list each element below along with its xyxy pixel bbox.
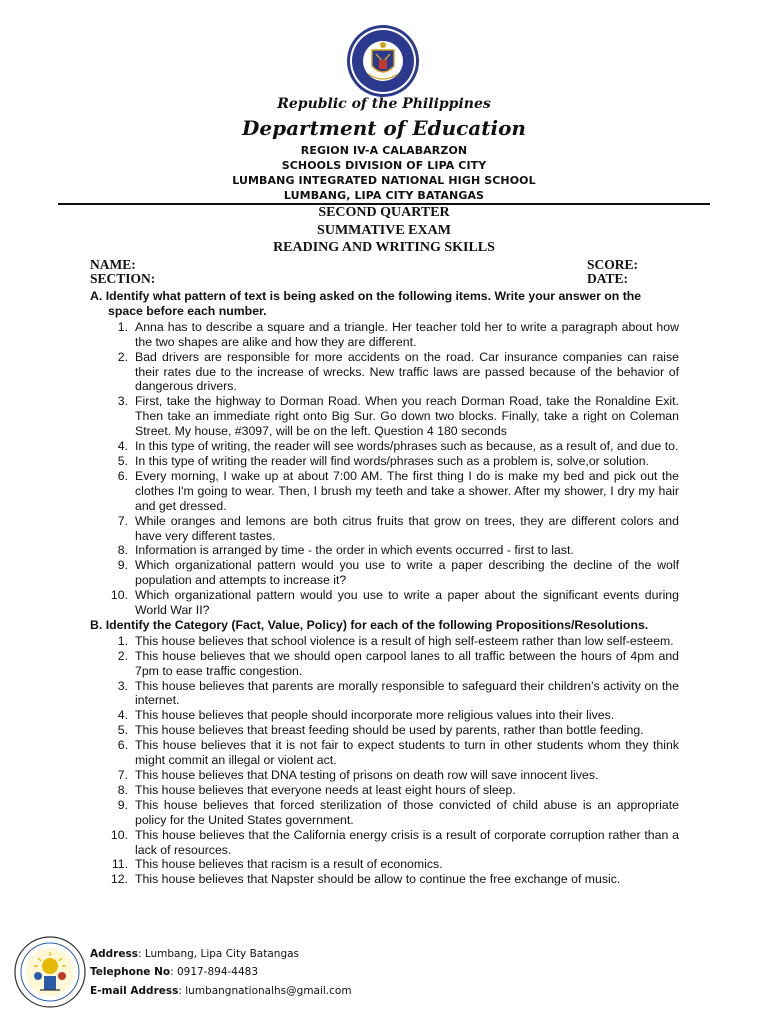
part_a-item: [90, 514, 679, 544]
part_b-item: [90, 723, 679, 738]
part_b-item: [90, 872, 679, 887]
item-number: 7.: [117, 513, 128, 528]
item-text: Bad drivers are responsible for more accidents on the road. Car insurance companies can raise their rates due to the increase of wrecks. New traffic laws are passed because of the behavior of dangerous drivers.: [135, 349, 679, 394]
part_a-item: [90, 558, 679, 588]
part_b-item: [90, 857, 679, 872]
exam-type-title: SUMMATIVE EXAM: [317, 223, 451, 238]
footer-email: [90, 985, 352, 997]
address-value: : Lumbang, Lipa City Batangas: [137, 948, 300, 960]
part_b-item: [90, 828, 679, 858]
school-logo-icon: [14, 936, 86, 1008]
item-text: This house believes that Napster should be allow to continue the free exchange of music.: [135, 872, 621, 887]
part_a-item: [90, 543, 679, 558]
division-label: SCHOOLS DIVISION OF LIPA CITY: [281, 159, 487, 172]
deped-seal-icon: [346, 24, 420, 98]
item-number: 10.: [110, 827, 128, 842]
item-text: This house believes that it is not fair to expect students to turn in other students whom they think might commit an illegal or violent act.: [135, 738, 679, 768]
item-number: 8.: [117, 782, 128, 797]
item-number: 4.: [117, 439, 128, 454]
item-number: 3.: [117, 394, 128, 409]
item-text: Which organizational pattern would you use to write a paper about the significant events during World War II?: [135, 588, 679, 618]
item-text: First, take the highway to Dorman Road. When you reach Dorman Road, take the Ronaldine Exit. Then take an immediate right onto Big Sur. Go down two blocks. Finally, take a right on Coleman Street. My house, #3097, will be on the left. Question 4 180 seconds: [135, 394, 679, 439]
part_b-item: [90, 798, 679, 828]
item-number: 2.: [117, 648, 128, 663]
name-field-label: NAME:: [90, 257, 136, 272]
item-text: This house believes that DNA testing of prisons on death row will save innocent lives.: [135, 768, 599, 782]
item-number: 12.: [110, 872, 128, 887]
item-number: 1.: [117, 319, 128, 334]
part_a-item: [90, 394, 679, 439]
date-field-label: DATE:: [587, 271, 629, 286]
item-text: This house believes that we should open carpool lanes to all traffic between the hours of 4pm and 7pm to ease traffic congestion.: [135, 648, 679, 678]
footer-telephone: [90, 966, 258, 978]
part_a-item: [90, 469, 679, 514]
part_b-item: [90, 634, 679, 649]
part_a-item: [90, 454, 679, 469]
department-heading: Department of Education: [242, 116, 526, 140]
item-number: 4.: [117, 708, 128, 723]
item-text: In this type of writing, the reader will see words/phrases such as because, as a result of, and due to.: [135, 439, 679, 454]
email-label: E-mail Address: [90, 985, 179, 997]
school-location: LUMBANG, LIPA CITY BATANGAS: [283, 189, 485, 202]
item-text: This house believes that people should incorporate more religious values into their lives.: [135, 708, 615, 723]
item-text: This house believes that breast feeding should be used by parents, rather than bottle feeding.: [135, 723, 644, 738]
part_b-item: [90, 679, 679, 709]
part_a-item: [90, 588, 679, 618]
item-number: 10.: [110, 588, 128, 603]
republic-heading: Republic of the Philippines: [277, 96, 491, 112]
item-number: 3.: [117, 678, 128, 693]
score-field-label: SCORE:: [587, 257, 639, 272]
part_b-item: [90, 649, 679, 679]
part_b-item: [90, 783, 679, 798]
part_b-item: [90, 738, 679, 768]
address-label: Address: [90, 948, 138, 960]
item-text: Information is arranged by time - the order in which events occurred - first to last.: [135, 543, 574, 558]
item-text: This house believes that school violence is a result of high self-esteem rather than low self-esteem.: [135, 633, 674, 648]
item-text: This house believes that everyone needs at least eight hours of sleep.: [135, 782, 516, 797]
item-text: Which organizational pattern would you use to write a paper describing the decline of the wolf population and attempts to increase it?: [135, 558, 679, 588]
item-number: 7.: [117, 768, 128, 782]
item-text: While oranges and lemons are both citrus fruits that grow on trees, they are different colors and have very different tastes.: [135, 513, 679, 543]
item-text: Anna has to describe a square and a triangle. Her teacher told her to write a paragraph about how the two shapes are alike and how they are different.: [135, 319, 679, 349]
item-number: 5.: [117, 453, 128, 468]
item-number: 1.: [117, 633, 128, 648]
item-number: 5.: [117, 723, 128, 738]
item-text: In this type of writing the reader will find words/phrases such as a problem is, solve,or solution.: [135, 453, 649, 468]
item-number: 11.: [111, 857, 128, 872]
part_a-item: [90, 320, 679, 350]
item-text: This house believes that forced sterilization of those convicted of child abuse is an appropriate policy for the United States government.: [135, 797, 679, 827]
quarter-title: SECOND QUARTER: [318, 205, 450, 220]
region-label: REGION IV-A CALABARZON: [300, 144, 468, 157]
item-number: 2.: [117, 349, 128, 364]
part-b-list: [90, 634, 679, 887]
part_a-item: [90, 439, 679, 454]
item-text: This house believes that the California energy crisis is a result of corporate corruption rather than a lack of resources.: [135, 827, 679, 857]
part-a-instruction: A. Identify what pattern of text is being asked on the following items. Write your answer on the space before each number.: [90, 289, 642, 318]
item-text: Every morning, I wake up at about 7:00 AM. The first thing I do is make my bed and pick out the clothes I'm going to wear. Then, I brush my teeth and take a shower. After my shower, I dry my hair and get dressed.: [135, 468, 679, 513]
footer-address: [90, 948, 299, 960]
part_b-item: [90, 768, 679, 783]
item-number: 9.: [117, 558, 128, 573]
item-number: 6.: [117, 738, 128, 753]
exam-body: [90, 289, 679, 887]
telephone-value: : 0917-894-4483: [170, 966, 259, 978]
item-text: This house believes that parents are morally responsible to safeguard their children's activity on the internet.: [135, 678, 679, 708]
part-a-list: [90, 320, 679, 618]
item-text: This house believes that racism is a result of economics.: [135, 857, 443, 872]
part-b-instruction: B. Identify the Category (Fact, Value, Policy) for each of the following Propositions/Resolutions.: [90, 617, 649, 632]
item-number: 9.: [117, 797, 128, 812]
subject-title: READING AND WRITING SKILLS: [273, 240, 495, 255]
item-number: 6.: [117, 468, 128, 483]
email-value: : lumbangnationalhs@gmail.com: [178, 985, 352, 997]
part_b-item: [90, 708, 679, 723]
part_a-item: [90, 350, 679, 395]
section-field-label: SECTION:: [90, 271, 156, 286]
telephone-label: Telephone No: [90, 966, 171, 978]
school-name: LUMBANG INTEGRATED NATIONAL HIGH SCHOOL: [232, 174, 536, 187]
item-number: 8.: [117, 543, 128, 558]
